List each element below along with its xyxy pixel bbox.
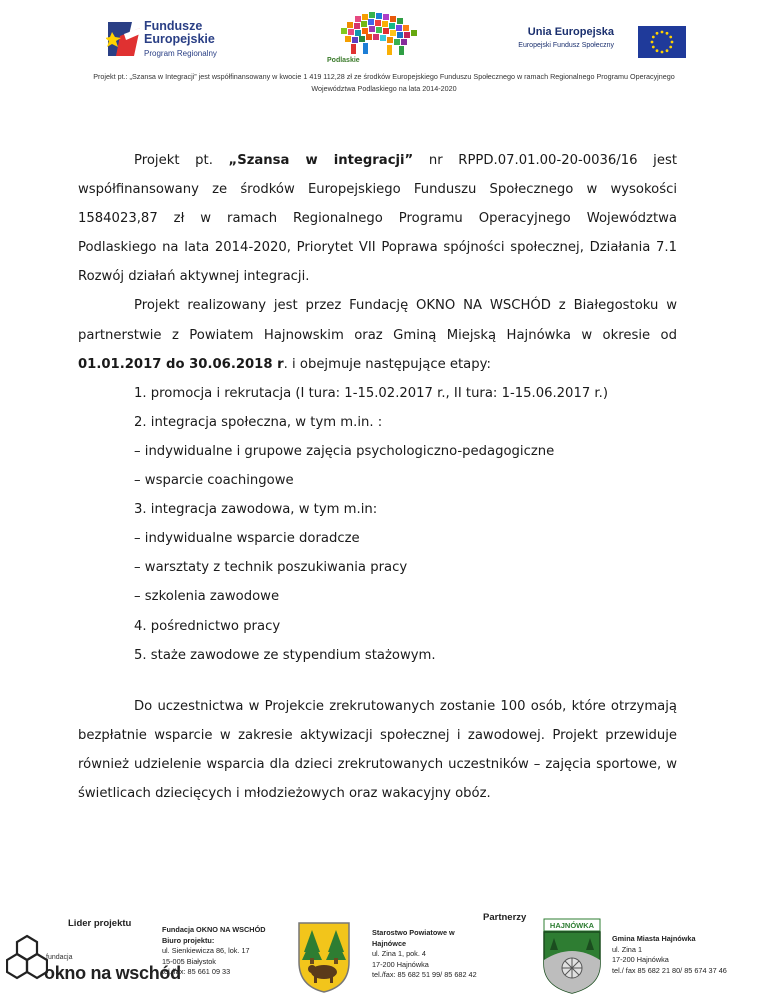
okno-logo-small: fundacja <box>46 954 73 961</box>
paragraph-gap <box>78 670 677 692</box>
fe-logo-subtitle: Program Regionalny <box>144 49 217 58</box>
list-item: – wsparcie coachingowe <box>134 473 294 489</box>
fe-logo-title: Fundusze Europejskie <box>144 19 215 46</box>
okno-logo-text: okno na wschód <box>44 963 181 983</box>
document-body <box>78 146 677 808</box>
paragraph-intro: Projekt pt. „Szansa w integracji” nr RPPD.07.01.00-20-0036/16 jest współfinansowany ze środków Europejskiego Funduszu Społecznego w wysokości 1584023,87 zł w ramach Regionalnego Programu Operacyjnego Województwa Podlaskiego na lata 2014-2020, Priorytet VII Poprawa spójności społecznej, Działania 7.1 Rozwój działań aktywnej integracji. <box>78 153 677 285</box>
list-item: 4. pośrednictwo pracy <box>134 618 281 634</box>
gmina-address: Gmina Miasta Hajnówka ul. Zina 1 17-200 Hajnówka tel./ fax 85 682 21 80/ 85 674 37 46 <box>612 934 727 975</box>
list-item: – szkolenia zawodowe <box>134 589 280 605</box>
ue-logo-subtitle: Europejski Fundusz Społeczny <box>518 42 614 49</box>
project-title: „Szansa w integracji” <box>228 153 414 168</box>
ue-logo-title: Unia Europejska <box>527 26 614 38</box>
partnerzy-label: Partnerzy <box>483 912 527 923</box>
footer <box>0 900 768 994</box>
okno-hexagon-icon <box>6 934 48 982</box>
list-item: – warsztaty z technik poszukiwania pracy <box>134 560 408 576</box>
list-item: 3. integracja zawodowa, w tym m.in: <box>134 502 378 518</box>
bison-mosaic-icon <box>325 10 431 58</box>
eu-flag-icon <box>638 26 686 58</box>
podlaskie-label: Podlaskie <box>327 57 360 64</box>
lider-label: Lider projektu <box>68 918 132 929</box>
paragraph-participants: Do uczestnictwa w Projekcie zrekrutowanych zostanie 100 osób, które otrzymają bezpłatnie wsparcie w zakresie aktywizacji społecznej i zawodowej. Projekt przewiduje również udzielenie wsparcia dla dzieci zrekrutowanych uczestników – zajęcia sportowe, w świetlicach dziecięcych i młodzieżowych oraz wakacyjny obóz. <box>78 698 677 801</box>
project-dates: 01.01.2017 do 30.06.2018 r <box>78 356 284 372</box>
starostwo-address: Starostwo Powiatowe w Hajnówce ul. Zina 1, pok. 4 17-200 Hajnówka tel./fax: 85 682 51 99/ 85 682 42 <box>372 928 477 980</box>
powiat-crest-icon <box>296 920 352 994</box>
paragraph-realization: Projekt realizowany jest przez Fundację OKNO NA WSCHÓD z Białegostoku w partnerstwie z Powiatem Hajnowskim oraz Gminą Miejską Hajnówka w okresie od 01.01.2017 do 30.06.2018 r. i obejmuje następujące etapy: <box>78 298 677 372</box>
list-item: 1. promocja i rekrutacja (I tura: 1-15.02.2017 r., II tura: 1-15.06.2017 r.) <box>134 385 608 401</box>
unia-europejska-logo <box>508 24 686 60</box>
list-item: – indywidualne i grupowe zajęcia psychologiczno-pedagogiczne <box>134 443 555 459</box>
hajnowka-crest-icon <box>540 918 604 994</box>
list-item: 5. staże zawodowe ze stypendium stażowym. <box>134 647 436 663</box>
lider-address: Fundacja OKNO NA WSCHÓD Biuro projektu: ul. Sienkiewicza 86, lok. 17 15-005 Białystok tel./fax: 85 661 09 33 <box>162 925 266 977</box>
fe-flag-icon <box>106 18 140 58</box>
header-funding-note: Projekt pt.: „Szansa w Integracji” jest współfinansowany w kwocie 1 419 112,28 zł ze środków Europejskiego Funduszu Społecznego w ramach Regionalnego Programu Operacyjnego Województwa Podlaskiego na lata 2014-2020 <box>93 72 675 93</box>
list-item: 2. integracja społeczna, w tym m.in. : <box>134 414 383 430</box>
fundusze-europejskie-logo <box>106 18 276 62</box>
list-item: – indywidualne wsparcie doradcze <box>134 531 360 547</box>
hajnowka-crest-label: HAJNÓWKA <box>549 921 595 930</box>
podlaskie-logo <box>325 10 431 72</box>
